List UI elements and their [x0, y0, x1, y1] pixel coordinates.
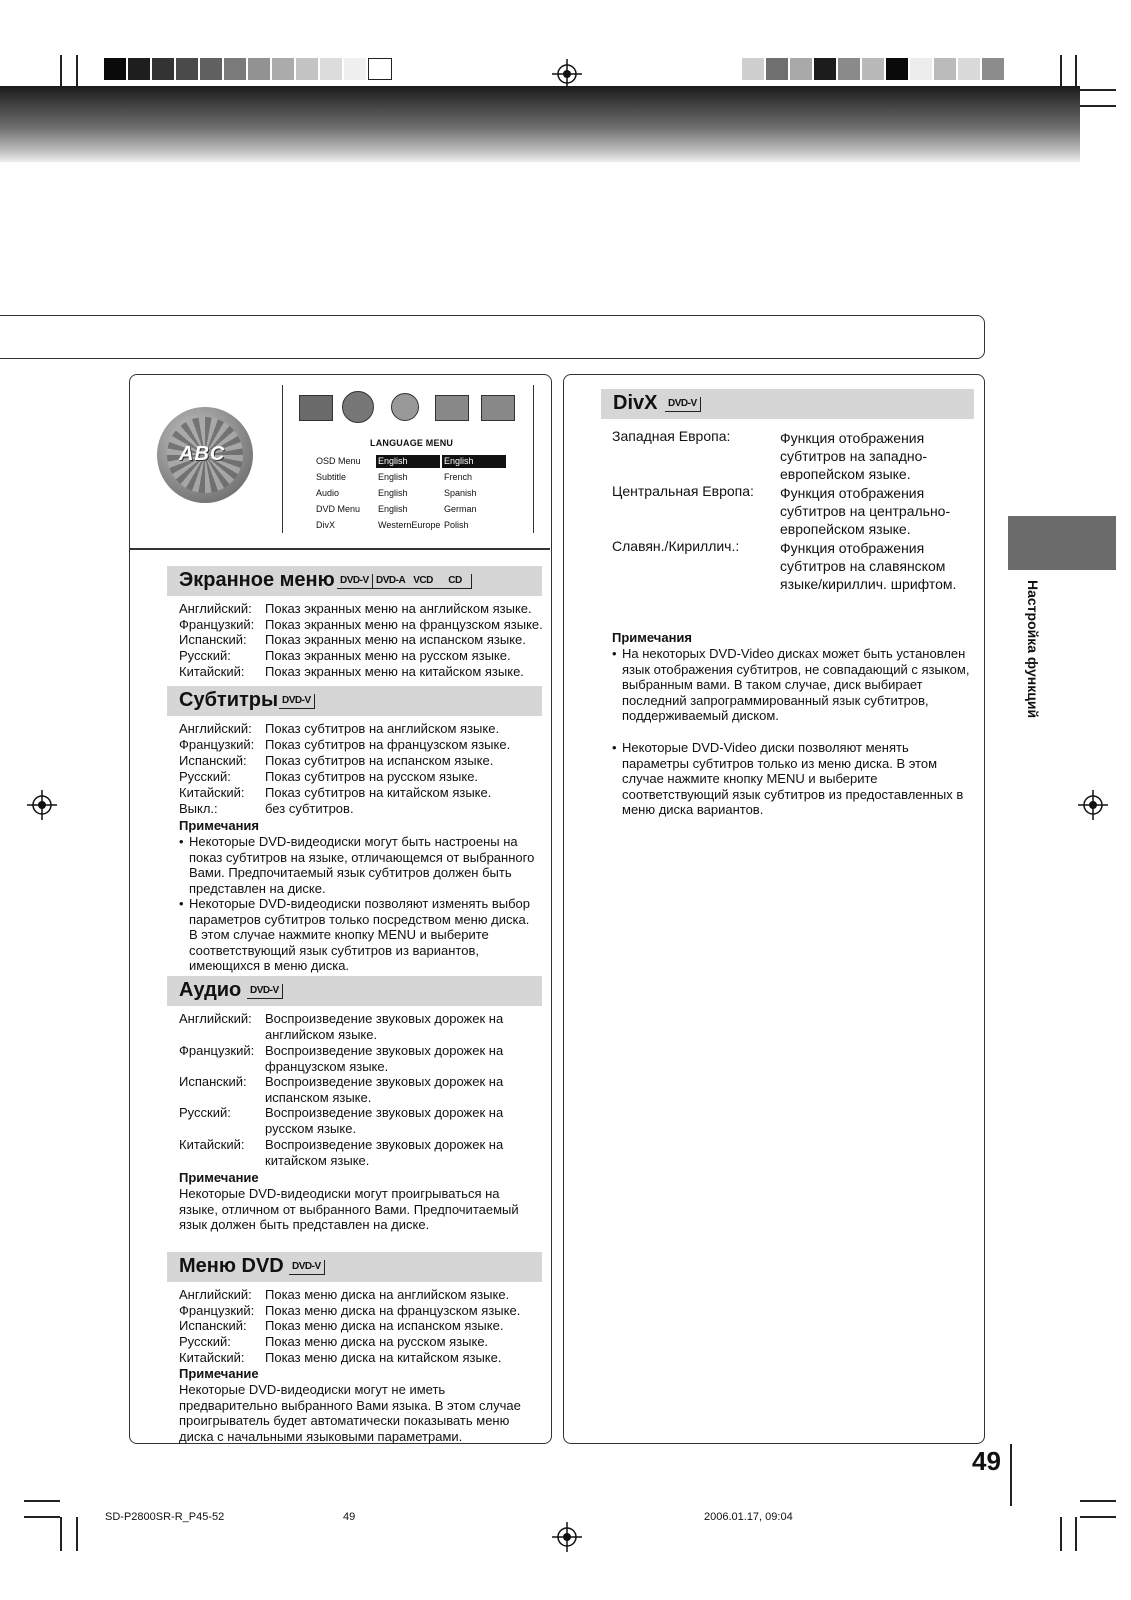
dvd-a-badge: DVD-A: [373, 574, 409, 589]
page-number: 49: [972, 1446, 1001, 1476]
osd-row-current: English: [378, 472, 408, 482]
section-title: Субтитры: [179, 689, 279, 711]
registration-mark-icon: [1078, 790, 1108, 820]
header-gradient-band: [0, 86, 1080, 162]
language-menu-title: LANGUAGE MENU: [370, 438, 454, 448]
crop-mark: [1075, 55, 1077, 89]
crop-mark: [1080, 1516, 1116, 1518]
note-text: Некоторые DVD-видеодиски могут проигрываться на языке, отличном от выбранного Вами. Предпочитаемый язык должен быть представлен на диске.: [179, 1186, 519, 1233]
crop-mark: [1080, 1500, 1116, 1502]
section-title: Аудио: [179, 979, 242, 1001]
note-bullet: • На некоторых DVD-Video дисках может быть установлен язык отображения субтитров, не совпадающий с языком, выбранным вами. В таком случае, диск выбирает последний запрограммированный язык субтитров, поддерживаемый диском.: [612, 646, 975, 724]
crop-mark: [60, 1517, 62, 1551]
crop-mark: [1060, 55, 1062, 89]
osd-row-label: DivX: [316, 520, 336, 530]
note-bullet: • Некоторые DVD-Video диски позволяют менять параметры субтитров только из меню диска. В этом случае нажмите кнопку MENU и выберите соответствующий язык субтитров из предоставленных в меню диска вариантов.: [612, 740, 967, 818]
list-item: Центральная Европа: Функция отображения субтитров на центрально-европейском языке.: [612, 483, 951, 537]
crop-mark: [60, 55, 62, 89]
crop-mark: [1060, 1517, 1062, 1551]
list-item: Западная Европа: Функция отображения субтитров на западно-европейском языке.: [612, 428, 928, 482]
note-text: Некоторые DVD-видеодиски могут не иметь предварительно выбранного Вами языка. В этом случае проигрыватель будет автоматически показывать меню диска с начальными языковыми параметрами.: [179, 1382, 521, 1444]
section-title: DivX: [613, 392, 658, 414]
divx-section-header: [601, 389, 974, 419]
osd-row-label: Subtitle: [316, 472, 347, 482]
custom-setup-1-icon: [435, 395, 469, 421]
dvd-menu-section-header: [167, 1252, 542, 1282]
osd-row-current: English: [378, 488, 408, 498]
custom-setup-2-icon: [481, 395, 515, 421]
crop-mark: [24, 1500, 60, 1502]
note-heading: Примечания: [179, 818, 260, 833]
crop-mark: [1075, 1517, 1077, 1551]
subtitle-section-header: [167, 686, 542, 716]
footer-file-name: SD-P2800SR-R_P45-52: [105, 1511, 225, 1523]
list-item: Славян./Кириллич.: Функция отображения субтитров на славянском языке/кириллич. шрифтом.: [612, 538, 957, 592]
dvd-disc-icon: ABC: [157, 407, 253, 503]
dvd-v-badge: DVD-V: [337, 574, 373, 589]
language-setup-icon: [342, 391, 374, 423]
picture-setup-icon: [299, 395, 333, 421]
side-tab-label: Настройка функций: [1025, 580, 1041, 719]
section-side-tab: [1008, 516, 1116, 570]
vcd-badge: VCD: [407, 574, 440, 589]
osd-row-current: English: [376, 455, 440, 468]
page-number-rule: [1010, 1444, 1012, 1506]
osd-row-option: French: [444, 472, 473, 482]
registration-mark-icon: [27, 790, 57, 820]
dvd-v-badge: DVD-V: [289, 1260, 325, 1275]
registration-mark-icon: [552, 1522, 582, 1552]
crop-mark: [24, 1516, 60, 1518]
dvd-v-badge: DVD-V: [247, 984, 283, 999]
note-bullet: • Некоторые DVD-видеодиски позволяют изменять выбор параметров субтитров только посредством меню диска. В этом случае нажмите кнопку MENU и выберите соответствующий язык субтитров из вариантов, имеющихся в меню диска.: [179, 896, 541, 974]
section-title: Экранное меню: [179, 569, 335, 591]
divider-line: [129, 548, 550, 550]
osd-row-option: English: [442, 455, 506, 468]
footer-date: 2006.01.17, 09:04: [704, 1511, 793, 1523]
registration-mark-icon: [552, 59, 582, 89]
note-heading: Примечание: [179, 1170, 259, 1185]
dvd-v-badge: DVD-V: [279, 694, 315, 709]
crop-mark: [1080, 89, 1116, 91]
note-heading: Примечания: [612, 630, 693, 645]
osd-row-option: Spanish: [444, 488, 477, 498]
osd-menu-section-header: [167, 566, 542, 596]
footer-page: 49: [343, 1511, 356, 1523]
crop-mark: [1080, 105, 1116, 107]
osd-row-option: Polish: [444, 520, 469, 530]
color-calibration-bar-left: [104, 58, 392, 80]
color-calibration-bar-right: [742, 58, 1006, 80]
chapter-title-bar: [0, 315, 985, 359]
note-heading: Примечание: [179, 1366, 259, 1381]
osd-row-label: DVD Menu: [316, 504, 361, 514]
section-title: Меню DVD: [179, 1255, 284, 1277]
crop-mark: [76, 1517, 78, 1551]
osd-row-label: OSD Menu: [316, 456, 361, 466]
note-bullet: • Некоторые DVD-видеодиски могут быть настроены на показ субтитров на языке, отличающемся от выбранного Вами. Предпочитаемый язык субтитров должен быть представлен на диске.: [179, 834, 541, 896]
osd-row-current: English: [378, 504, 408, 514]
cd-badge: CD: [439, 574, 472, 589]
dvd-v-badge: DVD-V: [665, 397, 701, 412]
osd-row-label: Audio: [316, 488, 340, 498]
osd-row-option: German: [444, 504, 477, 514]
osd-row-current: WesternEurope: [378, 520, 441, 530]
audio-section-header: [167, 976, 542, 1006]
audio-setup-icon: [391, 393, 419, 421]
crop-mark: [76, 55, 78, 89]
